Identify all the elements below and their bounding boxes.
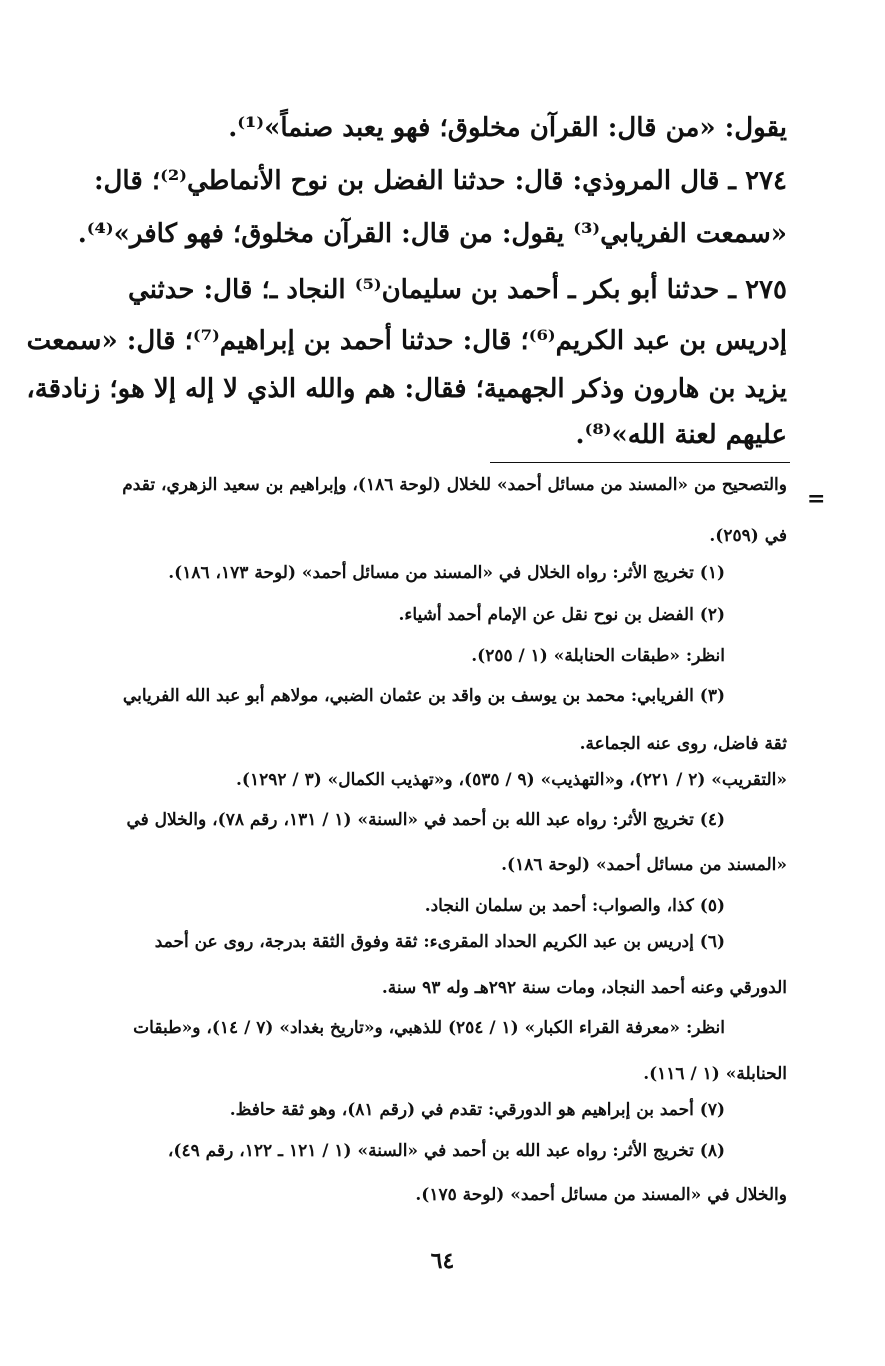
footnote-line: (٦) إدريس بن عبد الكريم الحداد المقرىء: ثقة وفوق الثقة بدرجة، روى عن أحمد xyxy=(154,932,725,952)
footnote-line: والتصحيح من «المسند من مسائل أحمد» للخلال (لوحة ١٨٦)، وإبراهيم بن سعيد الزهري، تقدم xyxy=(122,475,787,495)
main-text-line: «سمعت الفريابي⁽³⁾ يقول: من قال: القرآن مخلوق؛ فهو كافر»⁽⁴⁾. xyxy=(77,219,787,249)
footnote-line: «المسند من مسائل أحمد» (لوحة ١٨٦). xyxy=(501,855,787,875)
footnote-line: (٨) تخريج الأثر: رواه عبد الله بن أحمد في «السنة» (١ / ١٢١ ـ ١٢٢، رقم ٤٩)، xyxy=(167,1141,725,1161)
main-text-line: ٢٧٥ ـ حدثنا أبو بكر ـ أحمد بن سليمان⁽⁵⁾ النجاد ـ؛ قال: حدثني xyxy=(128,275,787,305)
footnote-divider xyxy=(490,462,790,463)
footnote-line: انظر: «طبقات الحنابلة» (١ / ٢٥٥). xyxy=(471,646,725,666)
continuation-mark: = xyxy=(807,486,826,512)
footnote-line: انظر: «معرفة القراء الكبار» (١ / ٢٥٤) للذهبي، و«تاريخ بغداد» (٧ / ١٤)، و«طبقات xyxy=(133,1018,725,1038)
footnote-line: (٣) الفريابي: محمد بن يوسف بن واقد بن عثمان الضبي، مولاهم أبو عبد الله الفريابي xyxy=(122,686,725,706)
main-text-line: إدريس بن عبد الكريم⁽⁶⁾؛ قال: حدثنا أحمد بن إبراهيم⁽⁷⁾؛ قال: «سمعت xyxy=(26,326,787,356)
footnote-line: والخلال في «المسند من مسائل أحمد» (لوحة ١٧٥). xyxy=(415,1185,787,1205)
footnote-line: (٥) كذا، والصواب: أحمد بن سلمان النجاد. xyxy=(424,896,725,916)
main-text-line: يقول: «من قال: القرآن مخلوق؛ فهو يعبد صنماً»⁽¹⁾. xyxy=(228,113,787,143)
main-text-line: عليهم لعنة الله»⁽⁸⁾. xyxy=(575,420,787,450)
footnote-line: (١) تخريج الأثر: رواه الخلال في «المسند من مسائل أحمد» (لوحة ١٧٣، ١٨٦). xyxy=(168,563,725,583)
footnote-line: ثقة فاضل، روى عنه الجماعة. xyxy=(579,734,787,754)
footnote-line: «التقريب» (٢ / ٢٢١)، و«التهذيب» (٩ / ٥٣٥)، و«تهذيب الكمال» (٣ / ١٢٩٢). xyxy=(236,770,787,790)
footnote-line: الحنابلة» (١ / ١١٦). xyxy=(643,1064,787,1084)
footnote-line: (٤) تخريج الأثر: رواه عبد الله بن أحمد في «السنة» (١ / ١٣١، رقم ٧٨)، والخلال في xyxy=(126,810,725,830)
main-text-line: ٢٧٤ ـ قال المروذي: قال: حدثنا الفضل بن نوح الأنماطي⁽²⁾؛ قال: xyxy=(93,166,787,196)
page-number: ٦٤ xyxy=(430,1248,455,1274)
footnote-line: (٧) أحمد بن إبراهيم هو الدورقي: تقدم في (رقم ٨١)، وهو ثقة حافظ. xyxy=(229,1100,725,1120)
footnote-line: الدورقي وعنه أحمد النجاد، ومات سنة ٢٩٢هـ وله ٩٣ سنة. xyxy=(381,978,787,998)
footnote-line: (٢) الفضل بن نوح نقل عن الإمام أحمد أشياء. xyxy=(398,605,725,625)
main-text-line: يزيد بن هارون وذكر الجهمية؛ فقال: هم والله الذي لا إله إلا هو؛ زنادقة، xyxy=(26,374,787,404)
footnote-line: في (٢٥٩). xyxy=(709,526,787,546)
